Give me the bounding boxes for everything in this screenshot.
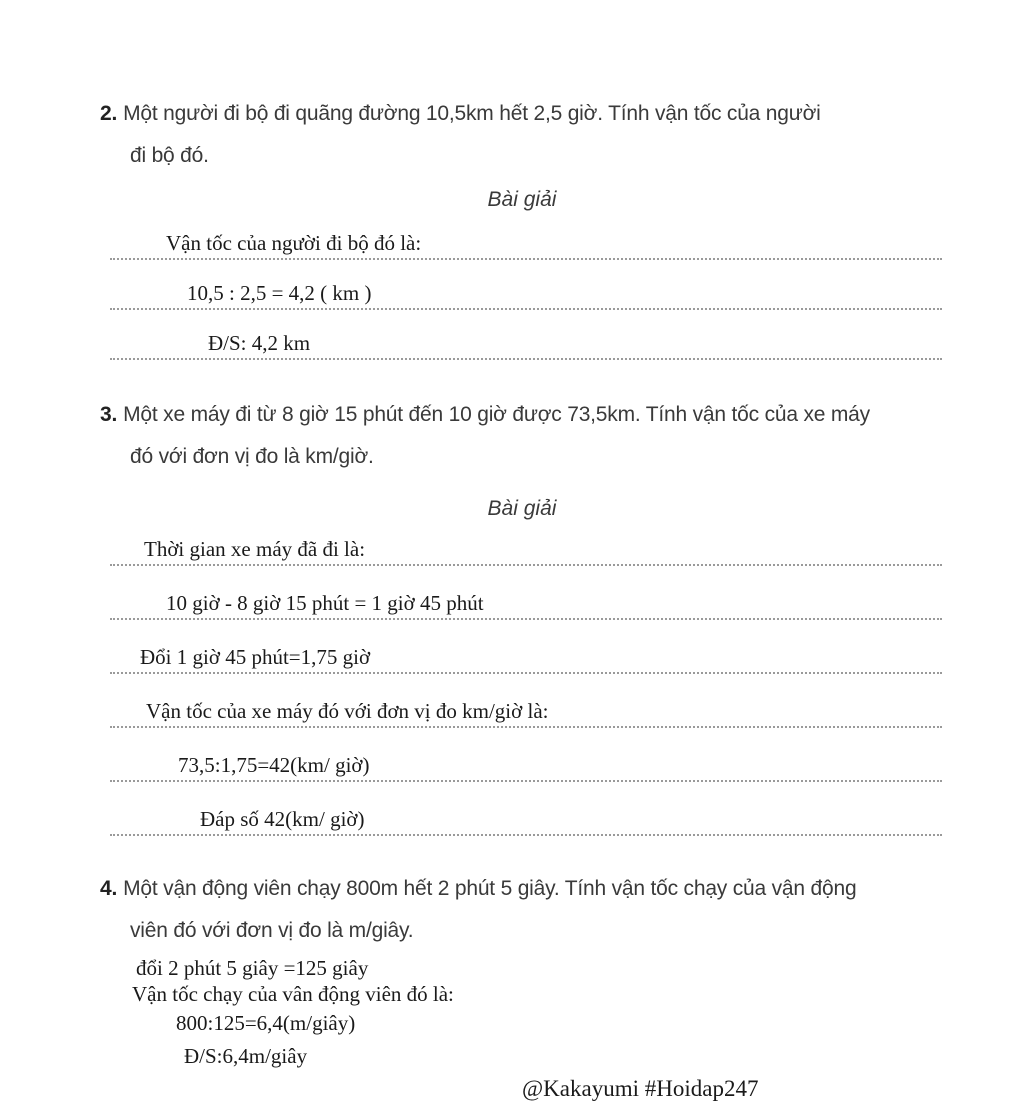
- problem-3-answer-line-5: [110, 750, 942, 782]
- problem-3-answer-line-1: [110, 534, 942, 566]
- problem-3-answer-text-6: Đáp số 42(km/ giờ): [200, 807, 365, 831]
- problem-2-text-line2: đi bộ đó.: [130, 144, 209, 167]
- problem-2-answer-line-1: [110, 228, 942, 260]
- problem-3-heading: Bài giải: [487, 497, 557, 520]
- problem-2-answer-line-2: [110, 278, 942, 310]
- problem-3-text-line1: Một xe máy đi từ 8 giờ 15 phút đến 10 giờ được 73,5km. Tính vận tốc của xe máy: [123, 403, 870, 426]
- problem-2-answer-text-3: Đ/S: 4,2 km: [208, 331, 311, 355]
- problem-4-statement: [100, 868, 960, 952]
- problem-4-answer-text-2: Vận tốc chạy của vân động viên đó là:: [132, 982, 454, 1006]
- problem-3-answer-line-6: [110, 804, 942, 836]
- problem-4-answer-text-1: đổi 2 phút 5 giây =125 giây: [136, 956, 369, 980]
- problem-4-number: 4.: [100, 877, 118, 900]
- problem-2-answer-text-1: Vận tốc của người đi bộ đó là:: [166, 231, 422, 255]
- problem-3-answer-text-3: Đổi 1 giờ 45 phút=1,75 giờ: [140, 645, 371, 669]
- problem-3-answer-text-4: Vận tốc của xe máy đó với đơn vị đo km/giờ là:: [146, 699, 549, 723]
- problem-3-answer-line-4: [110, 696, 942, 728]
- problem-3-answer-line-2: [110, 588, 942, 620]
- problem-2-heading: Bài giải: [487, 188, 557, 211]
- problem-3-statement: [100, 394, 960, 478]
- problem-4-answer-text-3: 800:125=6,4(m/giây): [176, 1011, 356, 1035]
- problem-4-text-line1: Một vận động viên chạy 800m hết 2 phút 5 giây. Tính vận tốc chạy của vận động: [123, 877, 857, 900]
- author-credit: @Kakayumi #Hoidap247: [522, 1076, 759, 1101]
- problem-2-answer-line-3: [110, 328, 942, 360]
- problem-3-answer-text-2: 10 giờ - 8 giờ 15 phút = 1 giờ 45 phút: [166, 591, 484, 615]
- problem-2-text-line1: Một người đi bộ đi quãng đường 10,5km hết 2,5 giờ. Tính vận tốc của người: [123, 102, 821, 125]
- problem-4-text-line2: viên đó với đơn vị đo là m/giây.: [130, 919, 414, 942]
- problem-3-text-line2: đó với đơn vị đo là km/giờ.: [130, 445, 374, 468]
- problem-3-number: 3.: [100, 403, 118, 426]
- problem-2-statement: [100, 93, 960, 177]
- problem-2-answer-text-2: 10,5 : 2,5 = 4,2 ( km ): [187, 281, 372, 305]
- problem-3-answer-line-3: [110, 642, 942, 674]
- problem-3-answer-text-1: Thời gian xe máy đã đi là:: [144, 537, 366, 561]
- problem-3-answer-text-5: 73,5:1,75=42(km/ giờ): [178, 753, 370, 777]
- problem-2-number: 2.: [100, 102, 118, 125]
- problem-4-answer-text-4: Đ/S:6,4m/giây: [184, 1044, 308, 1068]
